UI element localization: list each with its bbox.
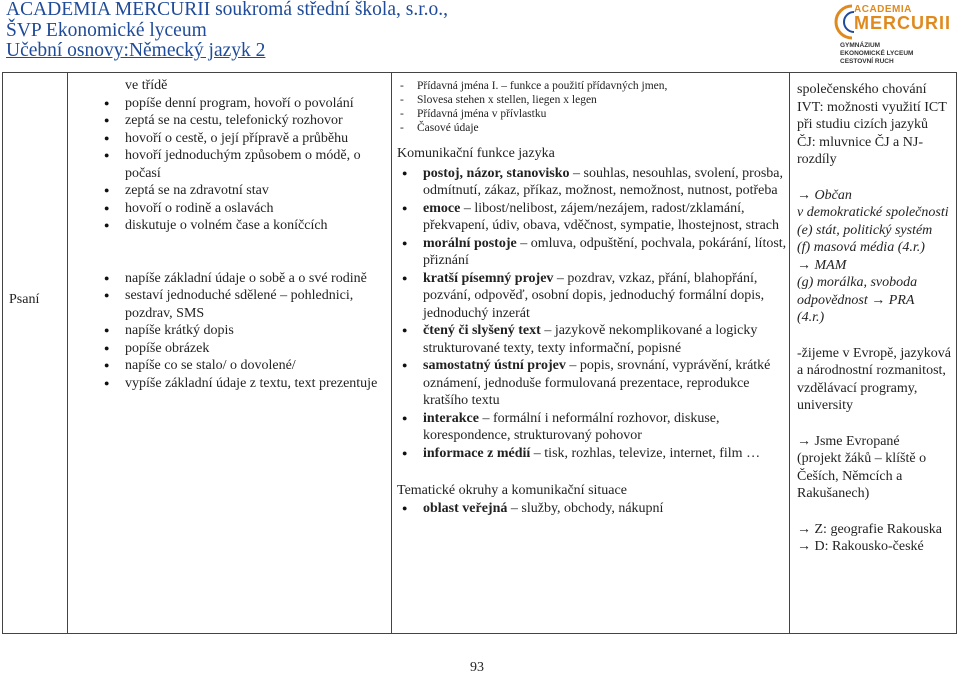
logo-mercurii: MERCURII bbox=[854, 13, 951, 33]
arrow-right-icon: → bbox=[867, 292, 889, 308]
list-item: ● popíše denní program, hovoří o povolání bbox=[99, 95, 385, 113]
logo-academia: ACADEMIA bbox=[854, 4, 912, 15]
list-item-description: – tisk, rozhlas, televize, internet, film … bbox=[530, 445, 761, 461]
list-item-term: informace z médií bbox=[423, 445, 531, 461]
list-item-description: – souhlas, nesouhlas, svolení, prosba, odmítnutí, zákaz, příkaz, možnost, nemožnost, nutnost, potřeba bbox=[423, 165, 783, 198]
mam-title: MAM bbox=[814, 257, 847, 273]
column-divider bbox=[789, 73, 790, 633]
list-item-description: – pozdrav, vzkaz, přání, blahopřání, pozvání, odpověď, osobní dopis, jednoduchý formální dopis, jednoduchý inzerát bbox=[423, 270, 765, 321]
pra-year: (4.r.) bbox=[797, 310, 825, 325]
arrow-right-icon: → bbox=[797, 539, 815, 554]
obcan-line: v demokratické společnosti bbox=[797, 205, 949, 220]
list-item-description: – omluva, odpuštění, pochvala, pokárání, lítost, přiznání bbox=[423, 235, 787, 268]
psani-label: Psaní bbox=[9, 292, 40, 307]
list-item bbox=[397, 200, 787, 235]
outcomes-top-line: ve třídě bbox=[125, 78, 168, 93]
list-item-description: – libost/nelibost, zájem/nezájem, radost/zklamání, překvapení, údiv, obava, vděčnost, sympatie, lhostejnost, strach bbox=[423, 200, 780, 233]
cj-text: ČJ: mluvnice ČJ a NJ-rozdíly bbox=[797, 134, 923, 167]
arrow-right-icon: → bbox=[797, 433, 815, 449]
list-item bbox=[397, 165, 787, 200]
logo-lyceum: EKONOMICKÉ LYCEUM bbox=[840, 50, 914, 57]
list-item-description: – formální i neformální rozhovor, diskuse, korespondence, strukturovaný pohovor bbox=[423, 410, 720, 443]
zijeme-text: -žijeme v Evropě, jazyková a národnostní rozmanitost, vzdělávací programy, university bbox=[797, 345, 951, 413]
list-item bbox=[397, 500, 787, 518]
column-outcomes bbox=[73, 77, 385, 392]
evropane-text: (projekt žáků – klíště o Češích, Němcích a Rakušanech) bbox=[797, 451, 927, 501]
document-header bbox=[6, 0, 448, 62]
column-skill-area bbox=[9, 291, 65, 309]
curriculum-table bbox=[2, 72, 957, 634]
list-item bbox=[397, 357, 787, 410]
arrow-right-icon: → bbox=[797, 257, 815, 273]
list-item-term: interakce bbox=[423, 410, 479, 426]
list-item: ● popíše obrázek bbox=[99, 340, 385, 358]
list-item: - Přídavná jména v přívlastku bbox=[397, 107, 787, 121]
logo-ruch: CESTOVNÍ RUCH bbox=[840, 58, 894, 65]
geography-text: Z: geografie Rakouska bbox=[814, 521, 943, 537]
social-behaviour-text: společenského chování bbox=[797, 82, 927, 97]
mam-line: (g) morálka, svoboda bbox=[797, 275, 918, 290]
list-item: ● zeptá se na cestu, telefonický rozhovor bbox=[99, 112, 385, 130]
list-item: - Slovesa stehen x stellen, liegen x legen bbox=[397, 93, 787, 107]
list-item: ● napíše základní údaje o sobě a o své rodině bbox=[99, 270, 385, 288]
mam-line: odpovědnost bbox=[797, 292, 868, 308]
grammar-list bbox=[397, 79, 787, 135]
pra-title: PRA bbox=[888, 292, 915, 308]
school-logo bbox=[832, 2, 958, 68]
history-text: D: Rakousko-české bbox=[814, 539, 924, 554]
list-item: ● hovoří jednoduchým způsobem o módě, o počasí bbox=[99, 147, 385, 182]
column-divider bbox=[391, 73, 392, 633]
list-item-term: morální postoje bbox=[423, 235, 517, 251]
list-item-description: – jazykově nekomplikované a logicky strukturované texty, texty informační, popisné bbox=[423, 323, 758, 356]
column-cross-curricular bbox=[797, 81, 955, 556]
obcan-line: (f) masová média (4.r.) bbox=[797, 240, 925, 255]
column-content bbox=[397, 79, 787, 517]
list-item: ● vypíše základní údaje z textu, text prezentuje bbox=[99, 375, 385, 393]
program-name: ŠVP Ekonomické lyceum bbox=[6, 19, 207, 41]
page-number: 93 bbox=[470, 660, 484, 675]
list-item bbox=[397, 235, 787, 270]
functions-list bbox=[397, 165, 787, 463]
list-item: ● napíše co se stalo/ o dovolené/ bbox=[99, 357, 385, 375]
list-item-term: postoj, názor, stanovisko bbox=[423, 165, 570, 181]
list-item bbox=[397, 445, 787, 463]
topics-list bbox=[397, 500, 787, 518]
list-item: - Přídavná jména I. – funkce a použití přídavných jmen, bbox=[397, 79, 787, 93]
school-name: ACADEMIA MERCURII soukromá střední škola, s.r.o., bbox=[6, 0, 448, 20]
list-item: ● hovoří o cestě, o její přípravě a průběhu bbox=[99, 130, 385, 148]
list-item-term: samostatný ústní projev bbox=[423, 358, 566, 373]
thematic-heading: Tematické okruhy a komunikační situace bbox=[397, 483, 627, 498]
list-item-term: čtený či slyšený text bbox=[423, 323, 541, 338]
list-item bbox=[397, 322, 787, 357]
list-item bbox=[397, 410, 787, 445]
list-item: ● diskutuje o volném čase a koníčcích bbox=[99, 217, 385, 235]
outcomes-writing-list bbox=[99, 270, 385, 393]
list-item: ● napíše krátký dopis bbox=[99, 322, 385, 340]
logo-gymnazium: GYMNÁZIUM bbox=[840, 42, 881, 49]
column-divider bbox=[67, 73, 68, 633]
list-item: - Časové údaje bbox=[397, 121, 787, 135]
curriculum-title: Učební osnovy:Německý jazyk 2 bbox=[6, 40, 266, 61]
obcan-block bbox=[797, 187, 955, 327]
logo-arc-icon bbox=[832, 4, 856, 40]
evropane-title: Jsme Evropané bbox=[814, 433, 900, 449]
list-item: ● hovoří o rodině a oslavách bbox=[99, 200, 385, 218]
arrow-right-icon: → bbox=[797, 521, 815, 537]
list-item bbox=[397, 270, 787, 323]
list-item-term: emoce bbox=[423, 200, 461, 216]
list-item-description: – služby, obchody, nákupní bbox=[507, 500, 664, 516]
ivt-text: IVT: možnosti využití ICT při studiu cizích jazyků bbox=[797, 99, 947, 132]
outcomes-speaking-list bbox=[99, 95, 385, 235]
obcan-line: (e) stát, politický systém bbox=[797, 222, 933, 238]
obcan-title: Občan bbox=[814, 187, 852, 203]
list-item: ● sestaví jednoduché sdělené – pohlednici, pozdrav, SMS bbox=[99, 287, 385, 322]
communicative-functions-heading: Komunikační funkce jazyka bbox=[397, 146, 555, 161]
arrow-right-icon: → bbox=[797, 187, 815, 203]
list-item-description: – popis, srovnání, vyprávění, krátké oznámení, jednoduše formulovaná prezentace, reprodukce kratšího textu bbox=[423, 358, 771, 408]
list-item-term: oblast veřejná bbox=[423, 500, 508, 516]
list-item-term: kratší písemný projev bbox=[423, 270, 554, 286]
list-item: ● zeptá se na zdravotní stav bbox=[99, 182, 385, 200]
